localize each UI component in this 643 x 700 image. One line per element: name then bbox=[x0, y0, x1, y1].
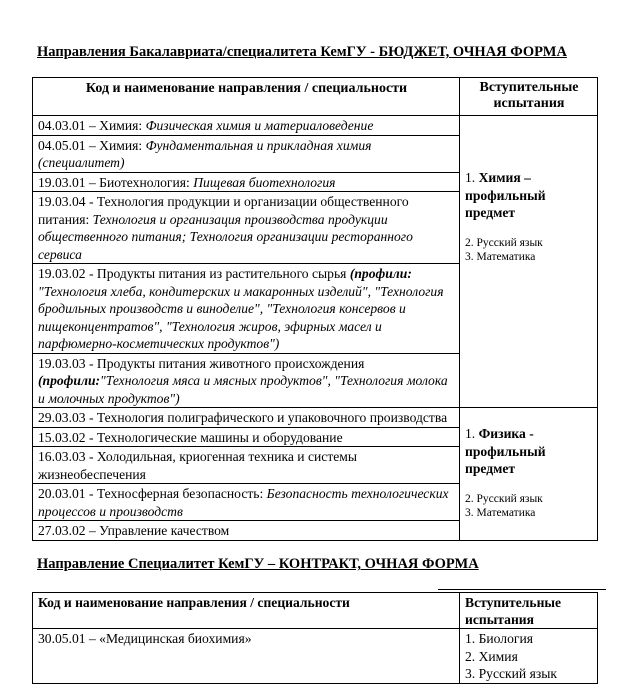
budget-table bbox=[32, 77, 598, 541]
program-cell: 19.03.03 - Продукты питания животного происхождения (профили:"Технология мяса и мясных продуктов", "Технология молока и молочных продуктов") bbox=[33, 353, 460, 408]
table-row bbox=[33, 629, 598, 684]
exam-item: 3. Математика bbox=[465, 506, 536, 519]
exam-item: 2. Химия bbox=[465, 648, 518, 664]
program-cell: 04.05.01 – Химия: Фундаментальная и прикладная химия (специалитет) bbox=[33, 135, 460, 172]
program-cell: 15.03.02 - Технологические машины и оборудование bbox=[33, 427, 460, 447]
exam-main-subject: Химия – профильный предмет bbox=[465, 170, 546, 220]
exam-main-subject: Физика - профильный предмет bbox=[465, 426, 546, 476]
table-header-row bbox=[33, 593, 598, 629]
program-cell: 19.03.01 – Биотехнология: Пищевая биотехнология bbox=[33, 172, 460, 192]
program-cell: 16.03.03 - Холодильная, криогенная техника и системы жизнеобеспечения bbox=[33, 447, 460, 484]
table-row bbox=[33, 116, 598, 136]
exams-group2-cell: 1. Физика - профильный предмет 2. Русский язык 3. Математика bbox=[460, 408, 598, 541]
program-cell: 29.03.03 - Технология полиграфического и упаковочного производства bbox=[33, 408, 460, 428]
header-programs: Код и наименование направления / специальности bbox=[33, 593, 460, 629]
section2-heading: Направление Специалитет КемГУ – КОНТРАКТ, ОЧНАЯ ФОРМА bbox=[37, 556, 479, 572]
program-cell: 30.05.01 – «Медицинская биохимия» bbox=[33, 629, 460, 684]
exams-cell bbox=[460, 629, 598, 684]
header-exams: Вступительные испытания bbox=[460, 78, 598, 116]
table-header-row bbox=[33, 78, 598, 116]
section1-heading: Направления Бакалавриата/специалитета КемГУ - БЮДЖЕТ, ОЧНАЯ ФОРМА bbox=[37, 44, 567, 60]
contract-table bbox=[32, 592, 598, 684]
program-cell: 27.03.02 – Управление качеством bbox=[33, 521, 460, 541]
exams-group1-cell: 1. Химия – профильный предмет 2. Русский язык 3. Математика bbox=[460, 116, 598, 408]
exam-item: 2. Русский язык bbox=[465, 492, 543, 505]
header-exams: Вступительные испытания bbox=[460, 593, 598, 629]
exam-item: 3. Русский язык bbox=[465, 666, 557, 681]
divider bbox=[438, 589, 606, 590]
header-programs: Код и наименование направления / специальности bbox=[33, 78, 460, 116]
exam-item: 2. Русский язык bbox=[465, 236, 543, 249]
table-row bbox=[33, 408, 598, 428]
program-cell: 20.03.01 - Техносферная безопасность: Безопасность технологических процессов и производств bbox=[33, 484, 460, 521]
program-cell: 19.03.02 - Продукты питания из растительного сырья (профили: "Технология хлеба, кондитерских и макаронных изделий", "Технология бродильных производств и виноделие", "Технология консервов и пищеконцентратов", "Технология жиров, эфирных масел и парфюмерно-косметических продуктов") bbox=[33, 264, 460, 354]
exam-item: 1. Биология bbox=[465, 631, 533, 646]
exam-item: 3. Математика bbox=[465, 250, 536, 263]
program-cell: 04.03.01 – Химия: Физическая химия и материаловедение bbox=[33, 116, 460, 136]
program-cell: 19.03.04 - Технология продукции и организации общественного питания: Технология и организация производства продукции общественного питания; Технология организации ресторанного сервиса bbox=[33, 192, 460, 264]
